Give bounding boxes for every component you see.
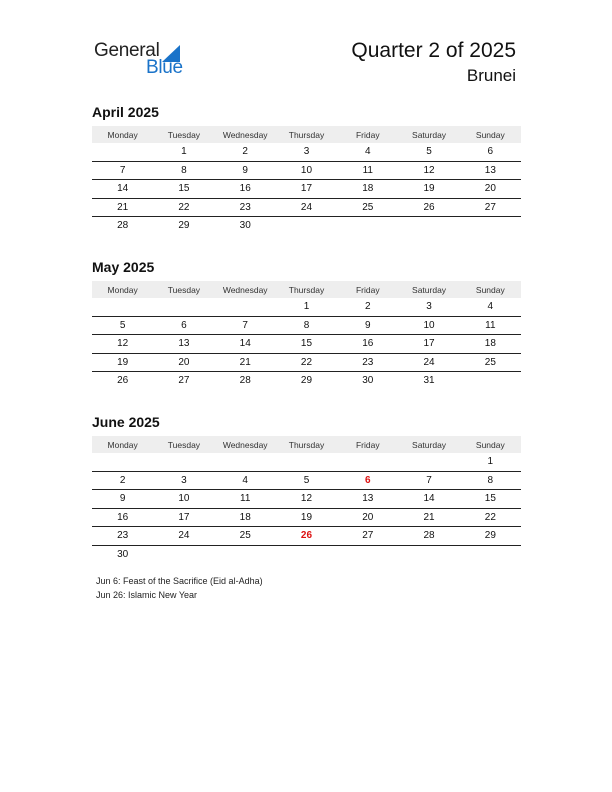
day-cell: 15 <box>178 183 190 195</box>
day-cell: 12 <box>300 493 313 505</box>
weekday-label: Tuesday <box>167 129 201 140</box>
day-cell: 6 <box>181 319 187 331</box>
day-cell: 22 <box>300 356 313 368</box>
day-cell: 5 <box>119 319 126 331</box>
day-cell: 26 <box>423 201 435 213</box>
day-cell: 22 <box>178 201 190 213</box>
weekday-label: Monday <box>107 129 138 140</box>
day-cell: 11 <box>485 319 496 331</box>
day-cell: 20 <box>362 511 374 523</box>
day-cell: 3 <box>426 301 432 313</box>
weekday-label: Saturday <box>412 284 447 295</box>
day-cell: 13 <box>178 338 190 350</box>
day-cell: 16 <box>239 183 251 195</box>
weekday-label: Wednesday <box>222 129 268 140</box>
holiday-notes <box>96 574 263 602</box>
weekday-label: Monday <box>107 284 138 295</box>
day-cell: 29 <box>484 530 496 542</box>
day-cell: 3 <box>181 474 187 486</box>
week-row <box>92 143 521 162</box>
day-cell: 21 <box>423 511 435 523</box>
day-cell: 4 <box>487 301 494 313</box>
week-row <box>92 509 521 528</box>
weekday-label: Sunday <box>475 439 505 450</box>
day-cell: 17 <box>178 511 190 523</box>
day-cell: 11 <box>240 493 251 505</box>
month-april <box>92 104 521 235</box>
day-cell: 14 <box>117 183 129 195</box>
weekday-label: Friday <box>355 439 380 450</box>
day-cell: 8 <box>181 164 187 176</box>
week-row <box>92 180 521 199</box>
day-cell: 5 <box>303 474 310 486</box>
week-row <box>92 546 521 564</box>
month-title: May 2025 <box>92 259 155 275</box>
day-cell: 18 <box>484 338 496 350</box>
logo-blue-text: Blue <box>146 57 183 78</box>
day-cell: 9 <box>364 319 371 331</box>
week-row <box>92 490 521 509</box>
holiday-note: Jun 26: Islamic New Year <box>96 590 198 600</box>
day-cell: 2 <box>119 474 126 486</box>
day-cell: 14 <box>239 338 251 350</box>
weekday-header <box>92 281 521 298</box>
day-cell: 7 <box>242 319 248 331</box>
day-cell: 11 <box>362 164 373 176</box>
weekday-label: Thursday <box>288 284 325 295</box>
month-title: June 2025 <box>92 414 160 430</box>
week-row <box>92 372 521 390</box>
week-row <box>92 317 521 336</box>
day-cell: 16 <box>117 511 129 523</box>
day-cell: 27 <box>484 201 496 213</box>
day-cell: 10 <box>423 319 435 331</box>
week-row <box>92 335 521 354</box>
weekday-label: Tuesday <box>167 284 201 295</box>
day-cell: 1 <box>303 301 310 313</box>
day-cell: 24 <box>300 201 313 213</box>
day-cell: 1 <box>487 456 494 468</box>
day-cell: 26 <box>300 530 313 542</box>
day-cell: 7 <box>426 474 432 486</box>
day-cell: 19 <box>423 183 435 195</box>
day-cell: 14 <box>423 493 435 505</box>
day-cell: 13 <box>484 164 496 176</box>
day-cell: 16 <box>362 338 374 350</box>
day-cell: 17 <box>300 183 313 195</box>
day-cell: 6 <box>487 146 494 158</box>
day-cell: 28 <box>423 530 435 542</box>
day-cell: 15 <box>300 338 313 350</box>
weekday-label: Sunday <box>475 284 505 295</box>
weekday-label: Friday <box>355 129 380 140</box>
month-title: April 2025 <box>92 104 159 120</box>
day-cell: 1 <box>181 146 187 158</box>
day-cell: 3 <box>303 146 310 158</box>
day-cell: 4 <box>364 146 371 158</box>
day-cell: 31 <box>423 375 435 387</box>
holiday-note: Jun 6: Feast of the Sacrifice (Eid al-Adha) <box>96 576 263 586</box>
day-cell: 4 <box>242 474 248 486</box>
weekday-label: Sunday <box>475 129 505 140</box>
day-cell: 25 <box>362 201 374 213</box>
day-cell: 23 <box>362 356 374 368</box>
day-cell: 17 <box>423 338 435 350</box>
day-cell: 5 <box>426 146 432 158</box>
day-cell: 8 <box>303 319 310 331</box>
day-cell: 18 <box>239 511 251 523</box>
week-row <box>92 453 521 472</box>
day-cell: 7 <box>119 164 126 176</box>
logo-general-text: General <box>94 40 160 61</box>
day-cell: 30 <box>117 548 129 560</box>
day-cell: 30 <box>362 375 374 387</box>
quarter-title: Quarter 2 of 2025 <box>351 39 516 62</box>
weekday-header <box>92 126 521 143</box>
country-name: Brunei <box>466 66 516 85</box>
day-cell: 21 <box>117 201 129 213</box>
day-cell: 22 <box>484 511 496 523</box>
day-cell: 25 <box>239 530 251 542</box>
weekday-label: Friday <box>355 284 380 295</box>
day-cell: 28 <box>239 375 251 387</box>
day-cell: 10 <box>300 164 313 176</box>
day-cell: 8 <box>487 474 494 486</box>
day-cell: 12 <box>117 338 129 350</box>
logo <box>94 40 194 80</box>
day-cell: 30 <box>239 220 251 232</box>
weekday-label: Thursday <box>288 129 325 140</box>
weekday-label: Thursday <box>288 439 325 450</box>
day-cell: 29 <box>178 220 190 232</box>
day-cell: 19 <box>117 356 129 368</box>
day-cell: 26 <box>117 375 129 387</box>
weekday-label: Saturday <box>412 439 447 450</box>
day-cell: 24 <box>423 356 435 368</box>
day-cell: 10 <box>178 493 190 505</box>
weekday-header <box>92 436 521 453</box>
day-cell: 19 <box>300 511 313 523</box>
weekday-label: Wednesday <box>222 439 268 450</box>
day-cell: 2 <box>364 301 371 313</box>
weekday-label: Wednesday <box>222 284 268 295</box>
weekday-label: Monday <box>107 439 138 450</box>
day-cell: 9 <box>242 164 248 176</box>
day-cell: 23 <box>117 530 129 542</box>
day-cell: 29 <box>300 375 313 387</box>
month-may <box>92 259 521 390</box>
day-cell: 28 <box>117 220 129 232</box>
day-cell: 20 <box>178 356 190 368</box>
week-row <box>92 162 521 181</box>
month-june <box>92 414 521 563</box>
day-cell: 2 <box>242 146 248 158</box>
week-row <box>92 217 521 235</box>
day-cell: 18 <box>362 183 374 195</box>
day-cell: 21 <box>239 356 251 368</box>
day-cell: 27 <box>178 375 190 387</box>
day-cell: 24 <box>178 530 190 542</box>
weekday-label: Tuesday <box>167 439 201 450</box>
week-row <box>92 527 521 546</box>
day-cell: 12 <box>423 164 435 176</box>
day-cell: 25 <box>484 356 496 368</box>
day-cell: 23 <box>239 201 251 213</box>
week-row <box>92 472 521 491</box>
day-cell: 6 <box>364 474 371 486</box>
day-cell: 9 <box>119 493 126 505</box>
day-cell: 20 <box>484 183 496 195</box>
day-cell: 27 <box>362 530 374 542</box>
week-row <box>92 354 521 373</box>
week-row <box>92 298 521 317</box>
weekday-label: Saturday <box>412 129 447 140</box>
week-row <box>92 199 521 218</box>
day-cell: 15 <box>484 493 496 505</box>
day-cell: 13 <box>362 493 374 505</box>
